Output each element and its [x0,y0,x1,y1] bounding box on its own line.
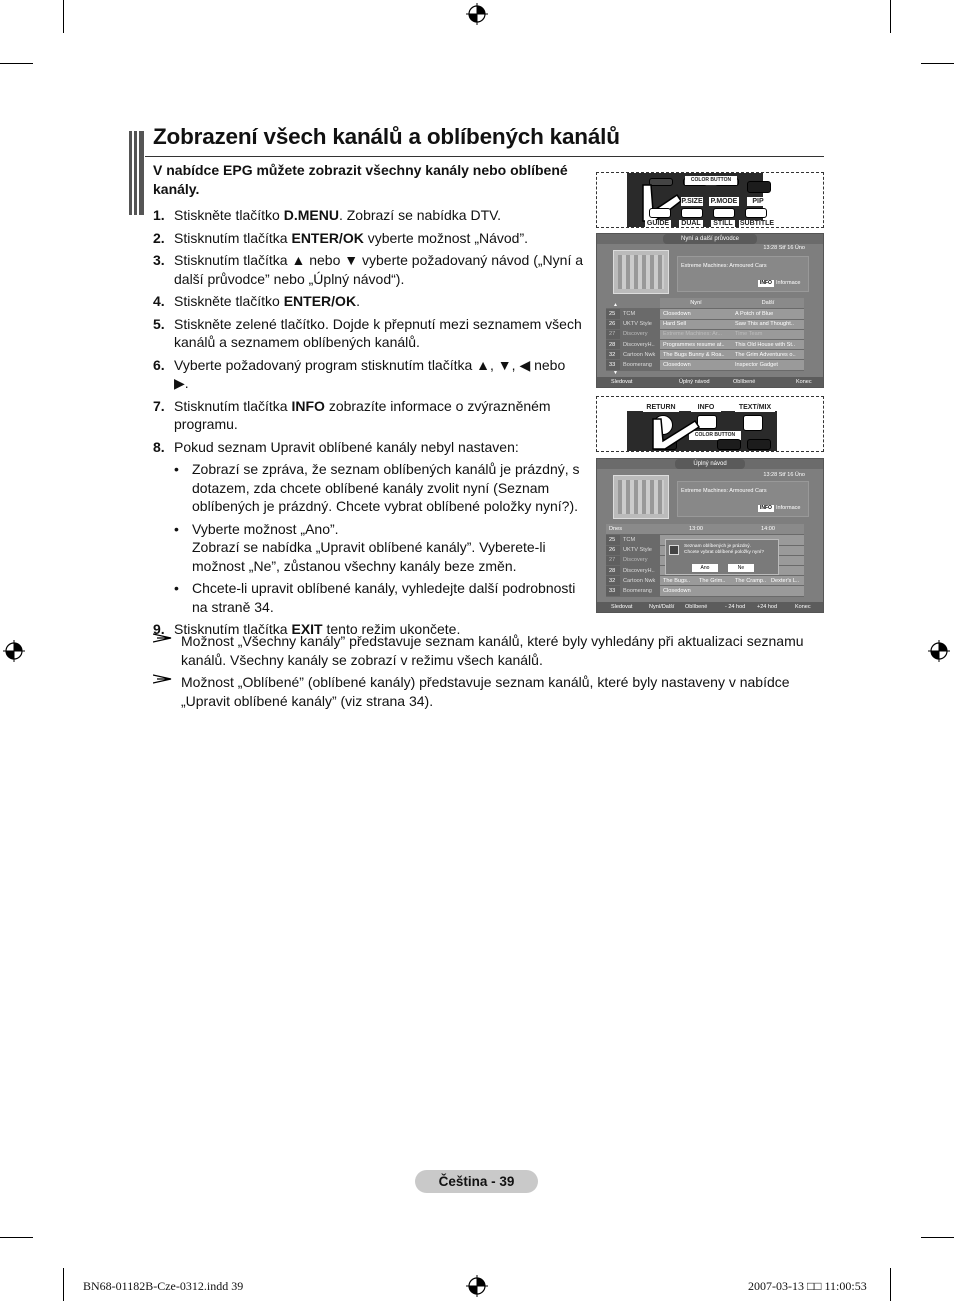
favorites-empty-dialog: Seznam oblíbených je prázdný. Chcete vybrat oblíbené položky nyní? Ano Ne [665,539,779,575]
footer-favorites: Oblíbené [685,604,708,610]
epg-full-guide-screen [596,458,824,613]
still-button-label: STILL [711,220,735,227]
table-row[interactable]: 28 DiscoveryH.. [606,566,804,576]
color-button-label: COLOR BUTTON [685,176,737,185]
info-key: INFO [760,505,772,511]
list-item: • Chcete-li upravit oblíbené kanály, vyhledejte další podrobnosti na straně 34. [174,580,576,615]
note: Možnost „Všechny kanály” představuje seznam kanálů, které byly vyhledány při aktualizaci seznamu kanálů. Všechny kanály se zobrazí v režimu všech kanálů. [153,632,823,669]
page-title: Zobrazení všech kanálů a oblíbených kanálů [153,124,620,149]
program-info-box: Extreme Machines: Armoured Cars INFO Informace [677,256,809,292]
screen-footer [597,602,823,612]
footer-plus-24h: +24 hod [757,604,778,610]
registration-mark-icon [466,1275,488,1297]
step: 4. Stiskněte tlačítko ENTER/OK. [153,293,360,309]
crop-mark [0,1237,33,1238]
table-row[interactable]: 25 TCM [606,535,804,545]
registration-mark-icon [3,640,25,662]
info-button-label: INFO [691,403,721,412]
step: 7. Stisknutím tlačítka INFO zobrazíte informace o zvýrazněném programu. [153,397,551,432]
registration-mark-icon [466,3,488,25]
step: 9. Stisknutím tlačítka EXIT tento režim ukončete. [153,621,461,637]
registration-mark-icon [928,640,950,662]
dual-button-label: DUAL [679,220,703,227]
file-slug: BN68-01182B-Cze-0312.indd 39 [83,1279,244,1293]
no-button[interactable]: Ne [728,564,754,572]
footer-watch: Sledovat [611,379,633,385]
table-row[interactable]: 32 Cartoon Nwk The Bugs.. The Grim.. The Cramp.. Dexter's L.. [606,576,804,586]
footer-exit: Konec [796,379,812,385]
preview-image [613,475,669,519]
step: 5. Stiskněte zelené tlačítko. Dojde k přepnutí mezi seznamem všech kanálů a seznamem oblíbených kanálů. [153,315,582,350]
screen-header: Nyní a další průvodce [597,234,823,244]
note-arrow-icon [153,633,173,643]
list-item: • Vyberte možnost „Ano”. Zobrazí se nabídka „Upravit oblíbené kanály”. Vyberete-li možnost „Ne”, zůstanou všechny kanály beze změn. [174,520,546,574]
table-row[interactable]: 27 Discovery Extreme Machines: Ar... Time Team [606,329,804,339]
instructions [153,161,593,643]
table-row[interactable]: 26 UKTV Style [606,545,804,555]
list-item: • Zobrazí se zpráva, že seznam oblíbených kanálů je prázdný, s dotazem, zda chcete oblíbené kanály zvolit nyní (Seznam oblíbených je prázdný. Chcete vybrat oblíbené položky nyní?). [174,461,580,514]
crop-mark [63,1268,64,1301]
note-arrow-icon [153,674,173,684]
table-row[interactable]: 33 Boomerang Closedown Inspector Gadget [606,360,804,370]
footer-minus-24h: - 24 hod [725,604,746,610]
print-timestamp: 2007-03-13 □□ 11:00:53 [748,1279,867,1293]
crop-mark [63,0,64,33]
preview-image [613,250,669,294]
arrow-up-icon: ▲ [613,302,618,308]
intro-text: V nabídce EPG můžete zobrazit všechny kanály nebo oblíbené kanály. [153,162,568,197]
step: 3. Stisknutím tlačítka ▲ nebo ▼ vyberte požadovaný návod („Nyní a další průvodce” nebo „Úplný návod“). [153,252,584,287]
step: 6. Vyberte požadovaný program stisknutím tlačítka ▲, ▼, ◀ nebo ▶. [153,356,566,391]
crop-mark [890,1268,891,1301]
info-key: INFO [760,280,772,286]
bullet-list [174,460,593,616]
channel-grid: Nyní Další [606,298,804,309]
screen-header: Úplný návod [597,459,823,469]
footer-now-next: Nyní/Další [649,604,675,610]
textmix-button-label: TEXT/MIX [735,403,775,412]
hand-pointer-icon [647,413,707,451]
pip-button-label: PIP [747,197,769,206]
footer-full-guide: Úplný návod [679,379,710,385]
guide-button-label: GUIDE [646,220,670,227]
subtitle-button-label: SUBTITLE [739,220,775,227]
crop-mark [921,1237,954,1238]
psize-button-label: P.SIZE [681,198,703,205]
table-row[interactable]: 25 TCM Closedown A Potch of Blue [606,309,804,319]
footer-exit: Konec [795,604,811,610]
screen-time: 13:28 Stř 16 Úno [763,245,805,251]
step: 1. Stiskněte tlačítko D.MENU. Zobrazí se nabídka DTV. [153,207,502,223]
footer-favorites: Oblíbené [733,379,756,385]
channel-rows [606,309,804,371]
note: Možnost „Oblíbené” (oblíbené kanály) představuje seznam kanálů, které byly nastaveny v nabídce „Upravit oblíbené kanály” (viz strana 34). [153,673,823,710]
table-row[interactable]: 28 DiscoveryH.. Programmes resume at.. This Old House with St.. [606,340,804,350]
pmode-button-label: P.MODE [710,198,738,205]
table-row[interactable]: 26 UKTV Style Hard Sell Saw This and Thought.. [606,319,804,329]
table-row[interactable]: 32 Cartoon Nwk The Bugs Bunny & Roa.. The Grim Adventures o.. [606,350,804,360]
page-number: Čeština - 39 [415,1170,538,1193]
crop-mark [921,63,954,64]
warning-icon [669,545,679,555]
yes-button[interactable]: Ano [692,564,718,572]
remote-illustration [596,172,824,228]
remote-illustration [596,396,824,452]
table-row[interactable]: 33 Boomerang Closedown [606,586,804,596]
step: 2. Stisknutím tlačítka ENTER/OK vyberte možnost „Návod”. [153,229,528,246]
table-row[interactable]: 27 Discovery [606,555,804,565]
footer-watch: Sledovat [611,604,633,610]
epg-now-next-screen [596,233,824,388]
title-rule [145,156,824,157]
crop-mark [890,0,891,33]
screen-time: 13:28 Stř 16 Úno [763,472,805,478]
title-side-bars [129,131,145,215]
program-info-box: Extreme Machines: Armoured Cars INFO Informace [677,481,809,517]
color-button-label: COLOR BUTTON [689,431,741,440]
step: 8. Pokud seznam Upravit oblíbené kanály nebyl nastaven: [153,438,519,455]
return-button-label: RETURN [643,403,679,412]
screen-footer [597,377,823,387]
channel-grid: Dnes 13:00 14:00 [606,524,804,535]
arrow-down-icon: ▼ [613,370,618,376]
crop-mark [0,63,33,64]
